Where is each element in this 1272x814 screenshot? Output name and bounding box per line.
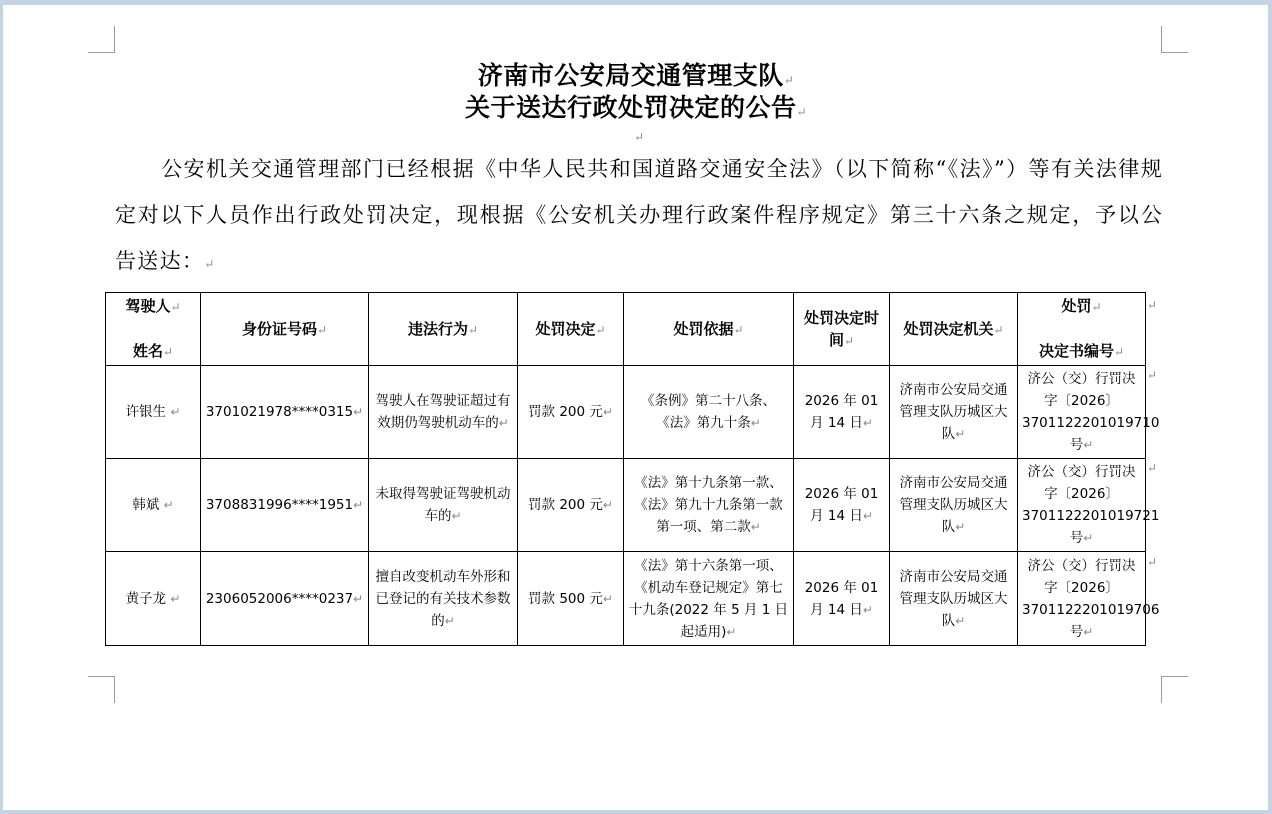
header-violation: 违法行为↵ xyxy=(369,293,518,366)
header-basis: 处罚依据↵ xyxy=(624,293,794,366)
cell-decision: 罚款 500 元↵ xyxy=(518,552,624,646)
table-row xyxy=(106,366,1146,459)
header-decision-time: 处罚决定时间↵ xyxy=(794,293,890,366)
header-id-number: 身份证号码↵ xyxy=(201,293,369,366)
header-driver-name: 驾驶人↵ 姓名↵ xyxy=(106,293,201,366)
cell-basis: 《法》第十九条第一款、《法》第九十九条第一款第一项、第二款↵ xyxy=(624,459,794,552)
cell-id: 3708831996****1951↵ xyxy=(201,459,369,552)
cell-authority: 济南市公安局交通管理支队历城区大队↵ xyxy=(890,366,1018,459)
margin-corner-top-left xyxy=(88,26,115,53)
cell-authority: 济南市公安局交通管理支队历城区大队↵ xyxy=(890,552,1018,646)
cell-basis: 《条例》第二十八条、《法》第九十条↵ xyxy=(624,366,794,459)
cell-decision-number: 济公（交）行罚决 字〔2026〕3701122201019721 号↵ xyxy=(1018,459,1146,552)
header-decision-number: 处罚↵ 决定书编号↵ xyxy=(1018,293,1146,366)
cell-name: 黄子龙 ↵ xyxy=(106,552,201,646)
cell-violation: 擅自改变机动车外形和已登记的有关技术参数的↵ xyxy=(369,552,518,646)
table-header-row xyxy=(106,293,1146,366)
cell-id: 2306052006****0237↵ xyxy=(201,552,369,646)
cell-decision: 罚款 200 元↵ xyxy=(518,366,624,459)
cell-decision-number: 济公（交）行罚决 字〔2026〕3701122201019710 号↵ xyxy=(1018,366,1146,459)
header-authority: 处罚决定机关↵ xyxy=(890,293,1018,366)
cell-authority: 济南市公安局交通管理支队历城区大队↵ xyxy=(890,459,1018,552)
margin-corner-bottom-right xyxy=(1161,676,1188,703)
row-end-mark: ↵ xyxy=(1147,555,1158,569)
cell-violation: 驾驶人在驾驶证超过有效期仍驾驶机动车的↵ xyxy=(369,366,518,459)
header-decision: 处罚决定↵ xyxy=(518,293,624,366)
penalty-table xyxy=(105,292,1160,646)
row-end-mark: ↵ xyxy=(1147,298,1158,312)
margin-corner-top-right xyxy=(1161,26,1188,53)
cell-basis: 《法》第十六条第一项、《机动车登记规定》第七十九条(2022 年 5 月 1 日起适用)↵ xyxy=(624,552,794,646)
cell-id: 3701021978****0315↵ xyxy=(201,366,369,459)
empty-paragraph-mark: ↵ xyxy=(634,130,645,144)
table-row xyxy=(106,459,1146,552)
row-end-mark: ↵ xyxy=(1147,368,1158,382)
title-line-2: 关于送达行政处罚决定的公告↵ xyxy=(464,93,808,122)
cell-name: 许银生 ↵ xyxy=(106,366,201,459)
cell-decision: 罚款 200 元↵ xyxy=(518,459,624,552)
window-frame-top xyxy=(0,0,1272,5)
cell-time: 2026 年 01 月 14 日↵ xyxy=(794,552,890,646)
cell-time: 2026 年 01 月 14 日↵ xyxy=(794,366,890,459)
cell-violation: 未取得驾驶证驾驶机动车的↵ xyxy=(369,459,518,552)
cell-name: 韩斌 ↵ xyxy=(106,459,201,552)
row-end-mark: ↵ xyxy=(1147,461,1158,475)
cell-decision-number: 济公（交）行罚决 字〔2026〕3701122201019706 号↵ xyxy=(1018,552,1146,646)
title-line-1: 济南市公安局交通管理支队↵ xyxy=(477,61,795,90)
table-row xyxy=(106,552,1146,646)
cell-time: 2026 年 01 月 14 日↵ xyxy=(794,459,890,552)
window-frame-bottom xyxy=(0,810,1272,814)
announcement-paragraph: 公安机关交通管理部门已经根据《中华人民共和国道路交通安全法》（以下简称“《法》”）等有关法律规定对以下人员作出行政处罚决定，现根据《公安机关办理行政案件程序规定》第三十六条之规定，予以公告送达：↵ xyxy=(115,157,1163,273)
margin-corner-bottom-left xyxy=(88,676,115,703)
